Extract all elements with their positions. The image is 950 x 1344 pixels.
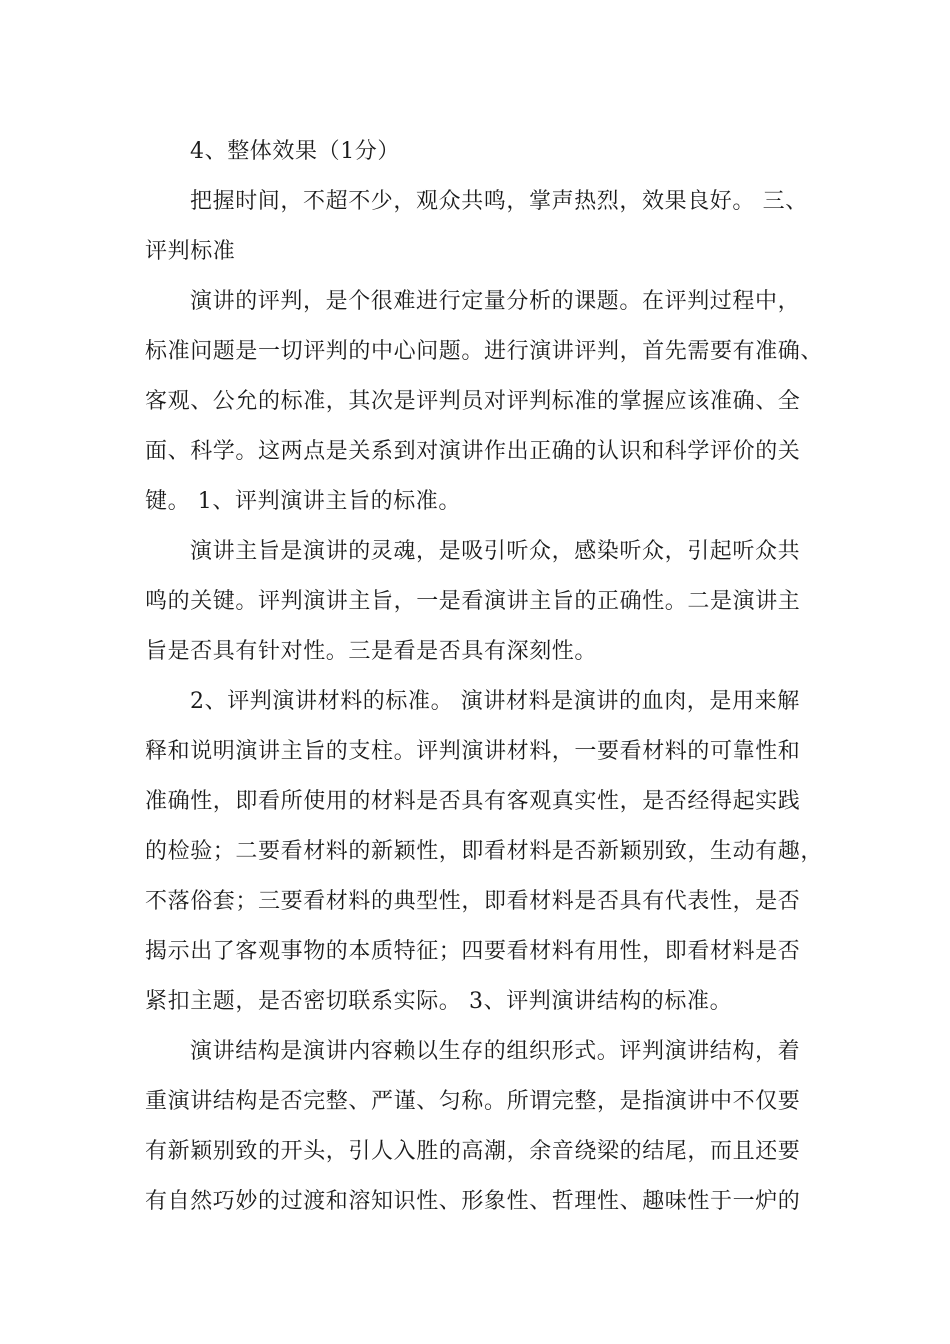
text-line-11: 旨是否具有针对性。三是看是否具有深刻性。 — [145, 639, 598, 664]
text-line-7: 面、科学。这两点是关系到对演讲作出正确的认识和科学评价的关 — [145, 439, 801, 464]
text-line-22: 有自然巧妙的过渡和溶知识性、形象性、哲理性、趣味性于一炉的 — [145, 1189, 801, 1214]
text-line-1: 4、整体效果（1分） — [190, 139, 400, 164]
text-line-5: 标准问题是一切评判的中心问题。进行演讲评判，首先需要有准确、 — [145, 339, 824, 364]
text-line-12: 2、评判演讲材料的标准。 演讲材料是演讲的血肉，是用来解 — [190, 689, 800, 714]
text-line-17: 揭示出了客观事物的本质特征；四要看材料有用性，即看材料是否 — [145, 939, 801, 964]
text-line-18: 紧扣主题，是否密切联系实际。 3、评判演讲结构的标准。 — [145, 989, 733, 1014]
text-line-4: 演讲的评判，是个很难进行定量分析的课题。在评判过程中， — [190, 289, 801, 314]
text-line-13: 释和说明演讲主旨的支柱。评判演讲材料，一要看材料的可靠性和 — [145, 739, 801, 764]
text-line-16: 不落俗套；三要看材料的典型性，即看材料是否具有代表性，是否 — [145, 889, 801, 914]
text-line-6: 客观、公允的标准，其次是评判员对评判标准的掌握应该准确、全 — [145, 389, 801, 414]
text-line-15: 的检验；二要看材料的新颖性，即看材料是否新颖别致，生动有趣， — [145, 839, 824, 864]
text-line-20: 重演讲结构是否完整、严谨、匀称。所谓完整，是指演讲中不仅要 — [145, 1089, 801, 1114]
text-line-14: 准确性，即看所使用的材料是否具有客观真实性，是否经得起实践 — [145, 789, 801, 814]
text-line-10: 鸣的关键。评判演讲主旨，一是看演讲主旨的正确性。二是演讲主 — [145, 589, 801, 614]
text-line-9: 演讲主旨是演讲的灵魂，是吸引听众，感染听众，引起听众共 — [190, 539, 801, 564]
text-line-3: 评判标准 — [145, 239, 236, 264]
text-line-8: 键。 1、评判演讲主旨的标准。 — [145, 489, 461, 514]
text-line-21: 有新颖别致的开头，引人入胜的高潮，余音绕梁的结尾，而且还要 — [145, 1139, 801, 1164]
text-line-2: 把握时间，不超不少，观众共鸣，掌声热烈，效果良好。 三、 — [190, 189, 808, 214]
text-line-19: 演讲结构是演讲内容赖以生存的组织形式。评判演讲结构，着 — [190, 1039, 801, 1064]
